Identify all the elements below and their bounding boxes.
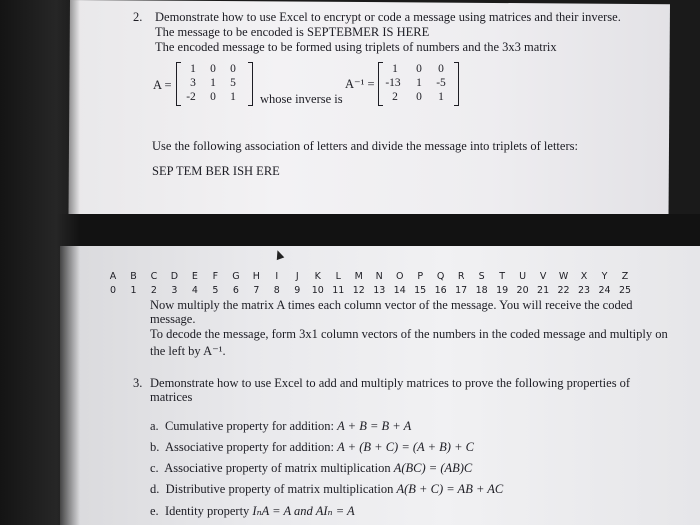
- property-letter: b.: [150, 440, 160, 454]
- alphabet-letter: F: [212, 271, 219, 282]
- alphabet-number: 9: [294, 285, 301, 296]
- property-item: [150, 461, 472, 476]
- alphabet-number: 7: [253, 285, 260, 296]
- alphabet-number: 4: [191, 285, 198, 296]
- property-letter: d.: [150, 482, 160, 496]
- alphabet-number: 8: [273, 285, 280, 296]
- whose-inverse-text: whose inverse is: [260, 92, 343, 106]
- alphabet-letter: X: [580, 271, 588, 282]
- matrix-ainv-cell: -13: [385, 77, 401, 89]
- property-letter: c.: [150, 461, 159, 475]
- alphabet-letter: K: [314, 271, 321, 282]
- q2-line3: The encoded message to be formed using triplets of numbers and the 3x3 matrix: [155, 40, 557, 54]
- matrix-a-inverse: [378, 62, 460, 106]
- alphabet-number: 5: [212, 285, 219, 296]
- alphabet-number: 3: [171, 285, 178, 296]
- alphabet-number: 18: [475, 285, 488, 296]
- alphabet-letter: I: [275, 271, 279, 282]
- property-item: [150, 419, 411, 434]
- alphabet-number: 24: [598, 285, 611, 296]
- alphabet-letter: S: [478, 271, 485, 282]
- property-text: Cumulative property for addition:: [164, 419, 334, 433]
- association-instruction: Use the following association of letters and divide the message into triplets of letters:: [152, 139, 578, 153]
- alphabet-letter: Z: [621, 271, 629, 282]
- alphabet-number: 22: [557, 285, 570, 296]
- matrix-ainv-cell: 1: [392, 63, 398, 75]
- alphabet-number: 2: [150, 285, 157, 296]
- decode-instruction-line2: the left by A⁻¹.: [150, 344, 226, 358]
- q3-number: 3.: [133, 376, 143, 390]
- property-letter: a.: [150, 419, 159, 433]
- property-text: Identity property: [164, 504, 250, 518]
- property-letter: e.: [150, 504, 159, 518]
- alphabet-letter: G: [232, 271, 240, 282]
- property-formula: IₙA = A and AIₙ = A: [252, 504, 355, 518]
- alphabet-letter: J: [295, 271, 299, 282]
- matrix-ainv-cell: 1: [438, 91, 444, 103]
- alphabet-letter: W: [558, 271, 569, 282]
- matrix-ainv-cell: 1: [416, 77, 422, 89]
- alphabet-number: 15: [414, 285, 427, 296]
- alphabet-number: 23: [577, 285, 591, 296]
- matrix-ainv-cell: 0: [416, 91, 422, 103]
- alphabet-letter: R: [457, 271, 465, 282]
- alphabet-letter: D: [170, 271, 179, 282]
- matrix-a-cell: 0: [230, 63, 236, 75]
- alphabet-number: 17: [455, 285, 468, 296]
- alphabet-number: 25: [618, 285, 632, 296]
- alphabet-letter: C: [150, 271, 158, 282]
- alphabet-letter: E: [191, 271, 198, 282]
- alphabet-letter: Q: [436, 271, 445, 282]
- alphabet-letter: L: [335, 271, 341, 282]
- matrix-a-cell: 1: [230, 91, 236, 103]
- matrix-a-label: A =: [153, 78, 172, 92]
- alphabet-letters-row: [0, 271, 700, 283]
- q2-line1: Demonstrate how to use Excel to encrypt or code a message using matrices and their inverse.: [155, 10, 621, 24]
- matrix-a-right-bracket: [248, 62, 253, 106]
- matrix-ainv-cell: 2: [392, 91, 398, 103]
- property-item: [150, 440, 474, 455]
- property-item: [150, 482, 503, 497]
- alphabet-number: 1: [130, 285, 137, 296]
- matrix-a-cell: 1: [210, 77, 216, 89]
- alphabet-number: 13: [373, 285, 386, 296]
- property-formula: A + (B + C) = (A + B) + C: [337, 440, 474, 454]
- alphabet-number: 0: [109, 285, 117, 296]
- alphabet-letter: M: [354, 271, 363, 282]
- matrix-ainv-cell: 0: [416, 63, 422, 75]
- q3-line2: matrices: [150, 390, 193, 404]
- property-formula: A(BC) = (AB)C: [393, 461, 473, 475]
- message-triplets: SEP TEM BER ISH ERE: [152, 164, 280, 178]
- alphabet-letter: Y: [601, 271, 608, 282]
- alphabet-letter: P: [417, 271, 424, 282]
- matrix-a-cell: 1: [190, 63, 196, 75]
- matrix-ainv-label: A⁻¹ =: [345, 77, 375, 91]
- alphabet-letter: H: [252, 271, 260, 282]
- alphabet-number: 11: [332, 285, 345, 296]
- matrix-a-cell: 5: [230, 77, 236, 89]
- matrix-ainv-right-bracket: [454, 62, 459, 106]
- q3-line1: Demonstrate how to use Excel to add and multiply matrices to prove the following properties of: [150, 376, 631, 390]
- property-text: Associative property for addition:: [164, 440, 334, 454]
- alphabet-numbers-row: [0, 285, 700, 297]
- alphabet-number: 10: [311, 285, 324, 296]
- screen-dark-band: [0, 214, 700, 248]
- alphabet-letter: A: [109, 271, 117, 282]
- alphabet-letter: B: [130, 271, 137, 282]
- alphabet-letter: T: [499, 271, 506, 282]
- alphabet-number: 21: [537, 285, 550, 296]
- alphabet-letter: U: [519, 271, 527, 282]
- q2-line2: The message to be encoded is SEPTEBMER IS HERE: [155, 25, 430, 39]
- alphabet-number: 12: [352, 285, 365, 296]
- property-text: Distributive property of matrix multiplication: [165, 482, 394, 496]
- matrix-a-cell: -2: [186, 91, 196, 103]
- matrix-a-cell: 0: [210, 91, 216, 103]
- alphabet-number: 19: [496, 285, 509, 296]
- alphabet-number: 20: [516, 285, 529, 296]
- multiply-instruction-line1: Now multiply the matrix A times each column vector of the message. You will receive the coded: [150, 298, 633, 312]
- alphabet-number: 16: [434, 285, 447, 296]
- alphabet-letter: V: [539, 271, 547, 282]
- property-item: [150, 503, 355, 519]
- property-formula: A + B = B + A: [337, 419, 412, 433]
- alphabet-letter: N: [375, 271, 383, 282]
- property-formula: A(B + C) = AB + AC: [396, 482, 504, 496]
- property-text: Associative property of matrix multiplication: [164, 461, 391, 475]
- alphabet-number: 14: [393, 285, 406, 296]
- decode-instruction-line1: To decode the message, form 3x1 column vectors of the numbers in the coded message and multiply on: [150, 327, 668, 341]
- matrix-a-left-bracket: [176, 62, 181, 106]
- matrix-ainv-cell: 0: [438, 63, 444, 75]
- matrix-ainv-cell: -5: [436, 77, 446, 89]
- matrix-a-cell: 3: [190, 77, 196, 89]
- dark-left-edge: [0, 0, 80, 525]
- multiply-instruction-line2: message.: [150, 312, 196, 326]
- alphabet-letter: O: [395, 271, 404, 282]
- alphabet-number: 6: [232, 285, 239, 296]
- matrix-a-cell: 0: [210, 63, 216, 75]
- q2-number: 2.: [133, 10, 143, 24]
- matrix-ainv-left-bracket: [378, 62, 383, 106]
- matrix-a: [176, 62, 256, 106]
